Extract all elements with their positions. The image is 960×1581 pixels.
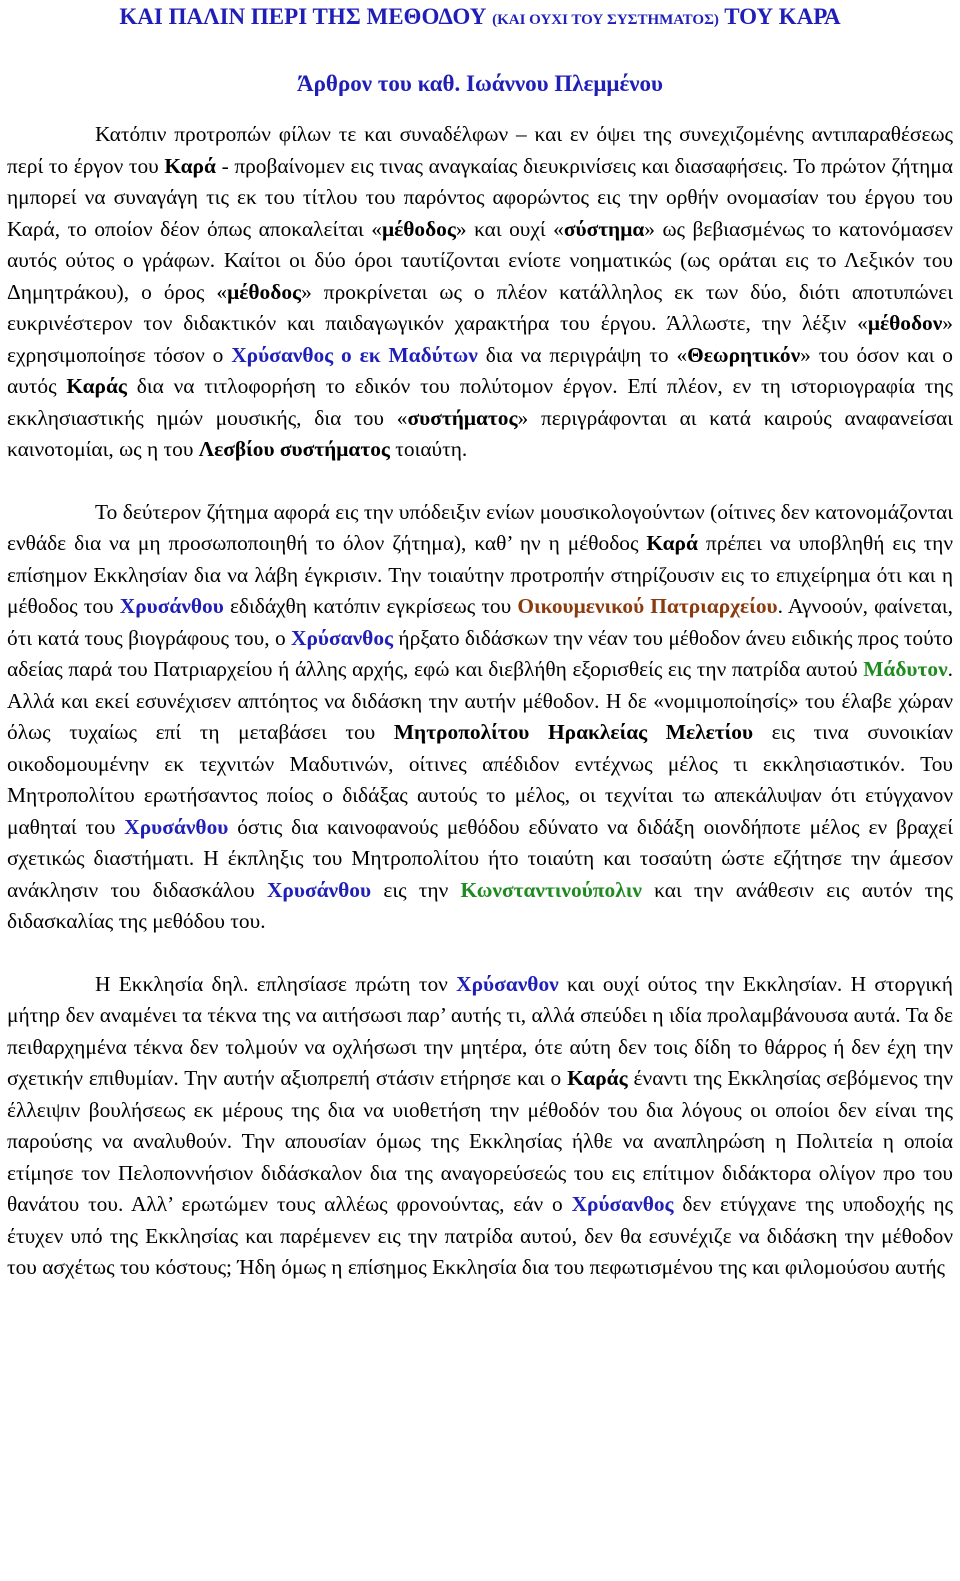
text-run: » περιγράφονται αι κατά καιρούς αναφανείσαι καινοτομίαι, ως η του [7, 405, 953, 461]
emphasis-text: Χρυσάνθου [119, 594, 224, 618]
emphasis-text: Καράς [66, 374, 127, 398]
text-run: Κατόπιν προτροπών φίλων τε και συναδέλφων – και εν όψει της συνεχιζομένης αντιπαραθέσεως περί το έργον του [7, 122, 953, 178]
title-main: ΚΑΙ ΠΑΛΙΝ ΠΕΡΙ ΤΗΣ ΜΕΘΟΔΟΥ [119, 4, 487, 29]
text-run: τοιαύτη. [389, 437, 468, 461]
text-run: - προβαίνομεν εις τινας αναγκαίας διευκρινίσεις και διασαφήσεις. Το πρώτον ζήτημα ημπορεί να συναγάγη τις εκ του τίτλου του παρόντος αφορώντος εις την ορθήν ονομασίαν του έργου του Καρά, το οποίον δέον όπως αποκαλείται « [7, 153, 953, 241]
text-run: έναντι της Εκκλησίας σεβόμενος την έλλειψιν βουλήσεως εκ μέρους της δια να υιοθετήση την μέθοδόν του δια λόγους οι οποίοι δεν είναι της παρούσης να αναλυθούν. Την απουσίαν όμως της Εκκλησίας ήλθε να αναπληρώση η Πολιτεία η οποία ετίμησε τον Πελοποννήσιον διδάσκαλον δια της αναγορεύσεώς του εις επίτιμον διδάκτορα ολίγον προ του θανάτου του. Αλλ’ ερωτώμεν τους αλλέως φρονούντας, εάν ο [7, 1066, 953, 1216]
emphasis-text: Οικουμενικού Πατριαρχείου [517, 594, 778, 618]
text-run: δια να περιγράψη το « [477, 342, 688, 367]
emphasis-text: Κωνσταντινούπολιν [460, 877, 642, 902]
emphasis-text: Χρυσάνθου [266, 877, 372, 902]
emphasis-text: Χρύσανθον [456, 971, 559, 996]
text-run: και ουχί ούτος την Εκκλησίαν. Η στοργική μήτηρ δεν αναμένει τα τέκνα της να αιτήσωσι παρ’ αυτής τι, αλλά σπεύδει η ιδία προλαμβάνουσα αυτά. Τα δε πειθαρχημένα τέκνα δεν τολμούν να οχλήσωσι την μητέρα, ότε αύτη δεν τοις δίδη το θάρρος ή δεν έχη την σχετικήν επιθυμίαν. Την αυτήν αξιοπρεπή στάσιν ετήρησε και ο [7, 971, 953, 1090]
emphasis-text: Μάδυτον [863, 657, 948, 681]
document-title [7, 0, 953, 35]
title-end: ΤΟΥ ΚΑΡΑ [724, 4, 841, 29]
paragraph-1 [7, 119, 953, 466]
text-run: » ως βεβιασμένως το κατονόμασεν αυτός ούτος ο γράφων. Καίτοι οι δύο όροι ταυτίζονται ενίοτε νοηματικώς (ως οράται εις το Λεξικόν του Δημητράκου), ο όρος « [7, 216, 953, 304]
emphasis-text: μέθοδον [867, 311, 943, 335]
text-run: εις τινα συνοικίαν οικοδομουμένην εκ τεχνιτών Μαδυτινών, οίτινες απέδιδον εντέχνως μέλος τι εκκλησιαστικόν. Του Μητροπολίτου ερωτήσαντος ποίος ο διδάξας αυτούς το μέλος, οι τεχνίται τω απεκάλυψαν ότι ετύγχανον μαθηταί του [7, 720, 954, 839]
text-run: . Αγνοούν, φαίνεται, ότι κατά τους βιογράφους του, ο [7, 594, 953, 650]
author-byline: Άρθρον του καθ. Ιωάννου Πλεμμένου [297, 71, 663, 96]
emphasis-text: μέθοδος [381, 216, 456, 241]
paragraph-2 [7, 497, 953, 938]
text-run: δεν ετύγχανε της υποδοχής ης έτυχεν υπό της Εκκλησίας και παρέμενεν εις την πατρίδα αυτού, δεν θα εσυνέχιζε να διδάσκη την μέθοδον του ασχέτως του κόστους; Ήδη όμως η επίσημος Εκκλησία δια του πεφωτισμένου της και φιλομούσου αυτής [7, 1192, 953, 1279]
text-run: και την ανάθεσιν εις αυτόν της διδασκαλίας της μεθόδου του. [7, 877, 953, 933]
emphasis-text: μέθοδος [227, 279, 302, 304]
emphasis-text: Μητροπολίτου Ηρακλείας Μελετίου [393, 720, 754, 744]
text-run: » και ουχί « [455, 216, 564, 241]
text-run: δια να τιτλοφορήση το εδικόν του πολύτομον έργον. Επί πλέον, εν τη ιστοριογραφία της εκκλησιαστικής ημών μουσικής, δια του « [7, 374, 953, 430]
emphasis-text: Θεωρητικόν [687, 342, 801, 367]
text-run: » προκρίνεται ως ο πλέον κατάλληλος εκ των δύο, διότι αποτυπώνει ευκρινέστερον τον διδακτικόν και παιδαγωγικόν χαρακτήρα του έργου. Άλλωστε, την λέξιν « [7, 279, 953, 335]
emphasis-text: Καρά [646, 531, 698, 555]
paragraph-3 [7, 969, 953, 1284]
emphasis-text: Χρυσάνθου [124, 814, 229, 839]
text-run: όστις δια καινοφανούς μεθόδου εδύνατο να διδάξη οιονδήποτε μέλος εν βραχεί σχετικώς διαστήματι. Η έκπληξις του Μητροπολίτου ήτο τοιαύτη και τοσαύτη ώστε εζήτησε την άμεσον ανάκλησιν του διδασκάλου [7, 814, 953, 902]
text-run: Το δεύτερον ζήτημα αφορά εις την υπόδειξιν ενίων μουσικολογούντων (οίτινες δεν κατονομάζονται ενθάδε δια να μη προσωποποιηθή το όλον ζήτημα), καθ’ ην η μέθοδος [7, 499, 953, 555]
text-run: εδιδάχθη κατόπιν εγκρίσεως του [223, 594, 518, 618]
emphasis-text: Λεσβίου συστήματος [198, 437, 390, 461]
text-run: πρέπει να υποβληθή εις την επίσημον Εκκλησίαν δια να λάβη έγκρισιν. Την τοιαύτην προτροπήν στηρίζουσιν εις το επιχείρημα ότι και η μέθοδος του [7, 531, 953, 618]
emphasis-text: σύστημα [563, 216, 645, 241]
emphasis-text: Χρύσανθος [571, 1192, 674, 1216]
emphasis-text: Καράς [567, 1066, 628, 1090]
emphasis-text: Χρύσανθος ο εκ Μαδύτων [231, 342, 478, 367]
text-run: ήρξατο διδάσκων την νέαν του μέθοδον άνευ ειδικής προς τούτο αδείας παρά του Πατριαρχείου ή άλλης αρχής, εφώ και διεβλήθη εξορισθείς εις την πατρίδα αυτού [7, 625, 953, 681]
text-run: . Αλλά και εκεί εσυνέχισεν απτόητος να διδάσκη την αυτήν μέθοδον. Η δε «νομιμοποίησίς» του έλαβε χώραν όλως τυχαίως επί τη μεταβάσει του [7, 657, 953, 744]
text-run: εις την [371, 877, 461, 902]
text-run: » εχρησιμοποίησε τόσον ο [7, 311, 953, 367]
text-run: Η Εκκλησία δηλ. επλησίασε πρώτη τον [95, 971, 457, 996]
text-run: » του όσον και ο αυτός [7, 342, 953, 398]
emphasis-text: συστήματος [407, 405, 518, 430]
emphasis-text: Χρύσανθος [291, 625, 394, 650]
title-parenthetical: (ΚΑΙ ΟΥΧΙ ΤΟΥ ΣΥΣΤΗΜΑΤΟΣ) [492, 12, 719, 28]
emphasis-text: Καρά [164, 153, 216, 178]
